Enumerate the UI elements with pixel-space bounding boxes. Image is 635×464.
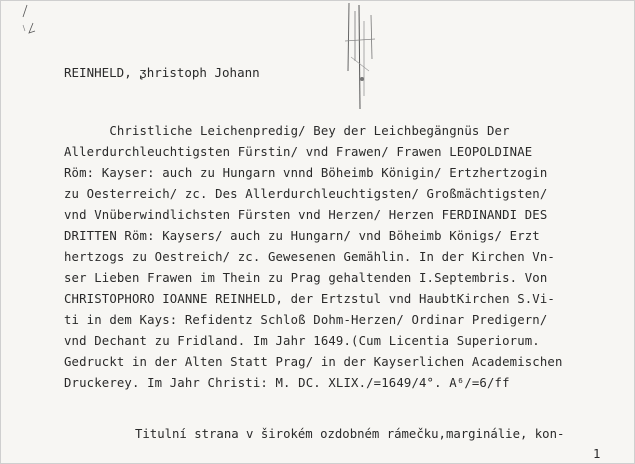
body-line: vnd Vnüberwindlichsten Fürsten vnd Herzen/ Herzen FERDINANDI DES [64,208,548,222]
body-line: Allerdurchleuchtigsten Fürstin/ vnd Frawen/ Frawen LEOPOLDINAE [64,145,533,159]
body-line: Druckerey. Im Jahr Christi: M. DC. XLIX./=1649/4°. A⁶/=6/ff [64,376,510,390]
body-line: ti in dem Kays: Refidentz Schloß Dohm-Herzen/ Ordinar Predigern/ [64,313,548,327]
handwritten-mark-icon [13,1,43,41]
body-line: hertzogs zu Oestreich/ zc. Gewesenen Gemählin. In der Kirchen Vn- [64,250,555,264]
stamp-mark-icon [331,1,391,111]
body-line: CHRISTOPHORO IOANNE REINHELD, der Ertzstul vnd HaubtKirchen S.Vi- [64,292,555,306]
page-number: 1 [593,447,601,461]
body-line: Gedruckt in der Alten Statt Prag/ in der Kayserlichen Academischen [64,355,563,369]
body-line: Christliche Leichenpredig/ Bey der Leichbegängnüs Der [64,124,510,138]
body-line: zu Oesterreich/ zc. Des Allerdurchleuchtigsten/ Großmächtigsten/ [64,187,548,201]
body-line: Röm: Kayser: auch zu Hungarn vnnd Böheimb Königin/ Ertzhertzogin [64,166,548,180]
card-heading: REINHELD, ᶚhristoph Johann [64,65,260,80]
body-line: vnd Dechant zu Fridland. Im Jahr 1649.(Cum Licentia Superiorum. [64,334,540,348]
body-line: DRITTEN Röm: Kaysers/ auch zu Hungarn/ vnd Böheimb Königs/ Erzt [64,229,540,243]
footer-note: Titulní strana v širokém ozdobném rámečku,marginálie, kon- [135,427,565,441]
body-line: ser Lieben Frawen im Thein zu Prag gehaltenden I.Septembris. Von [64,271,548,285]
